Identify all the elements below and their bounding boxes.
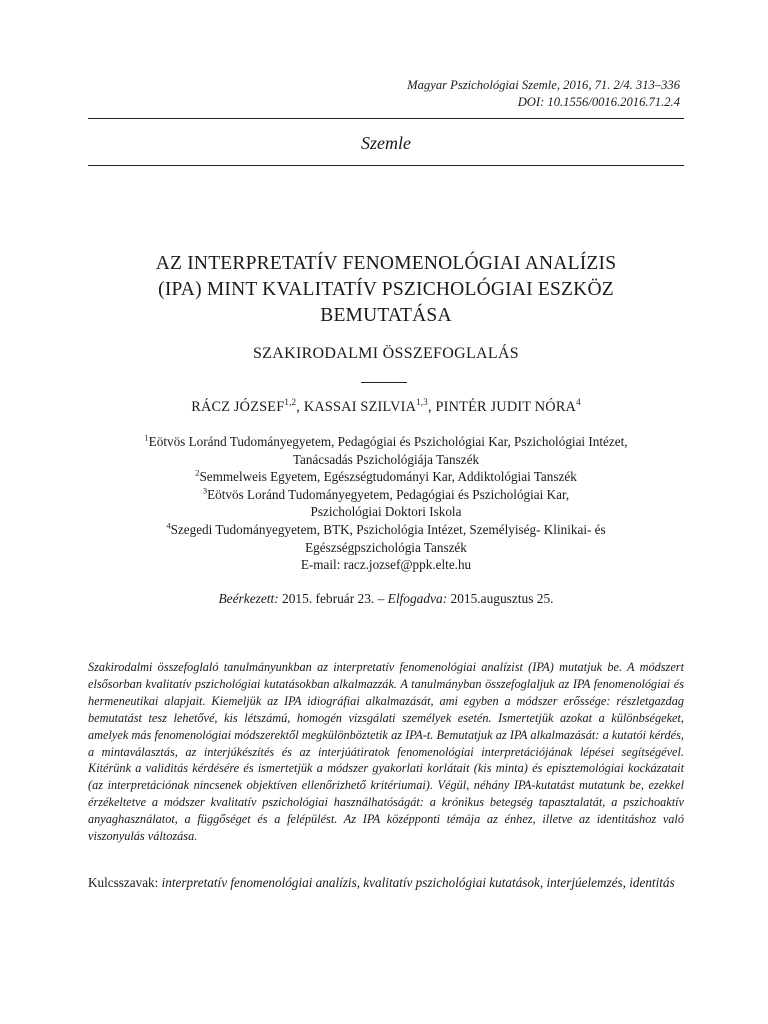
affiliation-3-cont: Pszichológiai Doktori Iskola (310, 504, 462, 520)
author-affiliation-mark: 1,2 (284, 397, 297, 408)
article-subtitle: SZAKIRODALMI ÖSSZEFOGLALÁS (252, 345, 520, 362)
author-list: RÁCZ JÓZSEF$^{1,2}$, KASSAI SZILVIA$^{1,3}$, PINTÉR JUDIT NÓRA$^4$ (191, 397, 581, 415)
affiliations (88, 433, 684, 574)
article-title (88, 251, 684, 329)
abstract (88, 659, 684, 845)
keywords-label: Kulcsszavak: (88, 875, 162, 890)
received-date: 2015. február 23. – (278, 591, 388, 606)
accepted-date: 2015.augusztus 25. (447, 591, 554, 606)
author-affiliation-mark: 1,3 (416, 397, 428, 408)
affiliation-1: $^1$Eötvös Loránd Tudományegyetem, Pedagógiai és Pszichológiai Kar, Pszichológiai Intézet, (144, 432, 628, 449)
author-name: KASSAI SZILVIA (303, 399, 417, 415)
keywords (88, 874, 684, 891)
author-name: RÁCZ JÓZSEF (191, 399, 285, 415)
affiliation-1-cont: Tanácsadás Pszichológiája Tanszék (292, 451, 480, 467)
received-label: Beérkezett: (218, 591, 279, 606)
contact-email: E-mail: racz.jozsef@ppk.elte.hu (300, 557, 472, 573)
affiliation-3: $^3$Eötvös Loránd Tudományegyetem, Pedagógiai és Pszichológiai Kar, (202, 485, 570, 502)
title-line: (IPA) MINT KVALITATÍV PSZICHOLÓGIAI ESZKÖZ (158, 279, 614, 300)
accepted-label: Elfogadva: (387, 591, 448, 606)
keywords-text: interpretatív fenomenológiai analízis, kvalitatív pszichológiai kutatások, interjúelemzés, identitás (161, 875, 675, 890)
title-line: AZ INTERPRETATÍV FENOMENOLÓGIAI ANALÍZIS (155, 253, 617, 274)
affiliation-4: $^4$Szegedi Tudományegyetem, BTK, Pszichológia Intézet, Személyiség- Klinikai- és (166, 520, 606, 537)
author-name: PINTÉR JUDIT NÓRA (435, 399, 577, 415)
abstract-text: Szakirodalmi összefoglaló tanulmányunkban az interpretatív fenomenológiai analízist (IPA) mutatjuk be. A módszert elsősorban kvalitatív pszichológiai kutatásokban alkalmazzák. A tanulmányban összefoglaljuk az IPA fenomenológiai és hermeneutikai alapjait. Kiemeljük az IPA idiográfiai alkalmazását, ami egyben a módszer erőssége: részletgazdag bemutatást tesz lehetővé, kis létszámú, homogén vizsgálati személyek esetén. Ismertetjük azokat a különbségeket, amelyek más fenomenológiai módszerektől megkülönböztetik az IPA-t. Bemutatjuk az IPA alkalmazását: a kutatói kérdés, a mintaválasztás, az interjúkészítés és az interjúátiratok fenomenológiai interpretációjának lépései segítségével. Kitérünk a validitás kérdésére és ismertetjük a módszer gyakorlati korlátait (kis minta) és episztemológiai kockázatait (az interpretációnak nincsenek objektíven ellenőrizhető kritériumai). Végül, néhány IPA-kutatást mutatunk be, ezekkel érzékeltetve a módszer kvalitatív pszichológiai használhatóságát: a krónikus betegség tapasztalatát, a pszichoaktív anyaghasználatot, a függőséget és a felépülést. Az IPA középponti témája az énhez, illetve az identitáshoz való viszonyulás változása. (88, 660, 684, 844)
doi-line: DOI: 10.1556/0016.2016.71.2.4 (517, 95, 680, 109)
journal-citation: Magyar Pszichológiai Szemle, 2016, 71. 2/4. 313–336 (407, 78, 680, 92)
title-divider (361, 382, 407, 383)
affiliation-2: $^2$Semmelweis Egyetem, Egészségtudományi Kar, Addiktológiai Tanszék (195, 467, 577, 485)
header-rule (88, 118, 684, 119)
section-label: Szemle (361, 133, 411, 153)
author-affiliation-mark: 4 (576, 397, 581, 408)
submission-dates (88, 591, 684, 607)
title-line: BEMUTATÁSA (320, 305, 452, 326)
affiliation-4-cont: Egészségpszichológia Tanszék (305, 539, 467, 555)
section-rule (88, 165, 684, 166)
